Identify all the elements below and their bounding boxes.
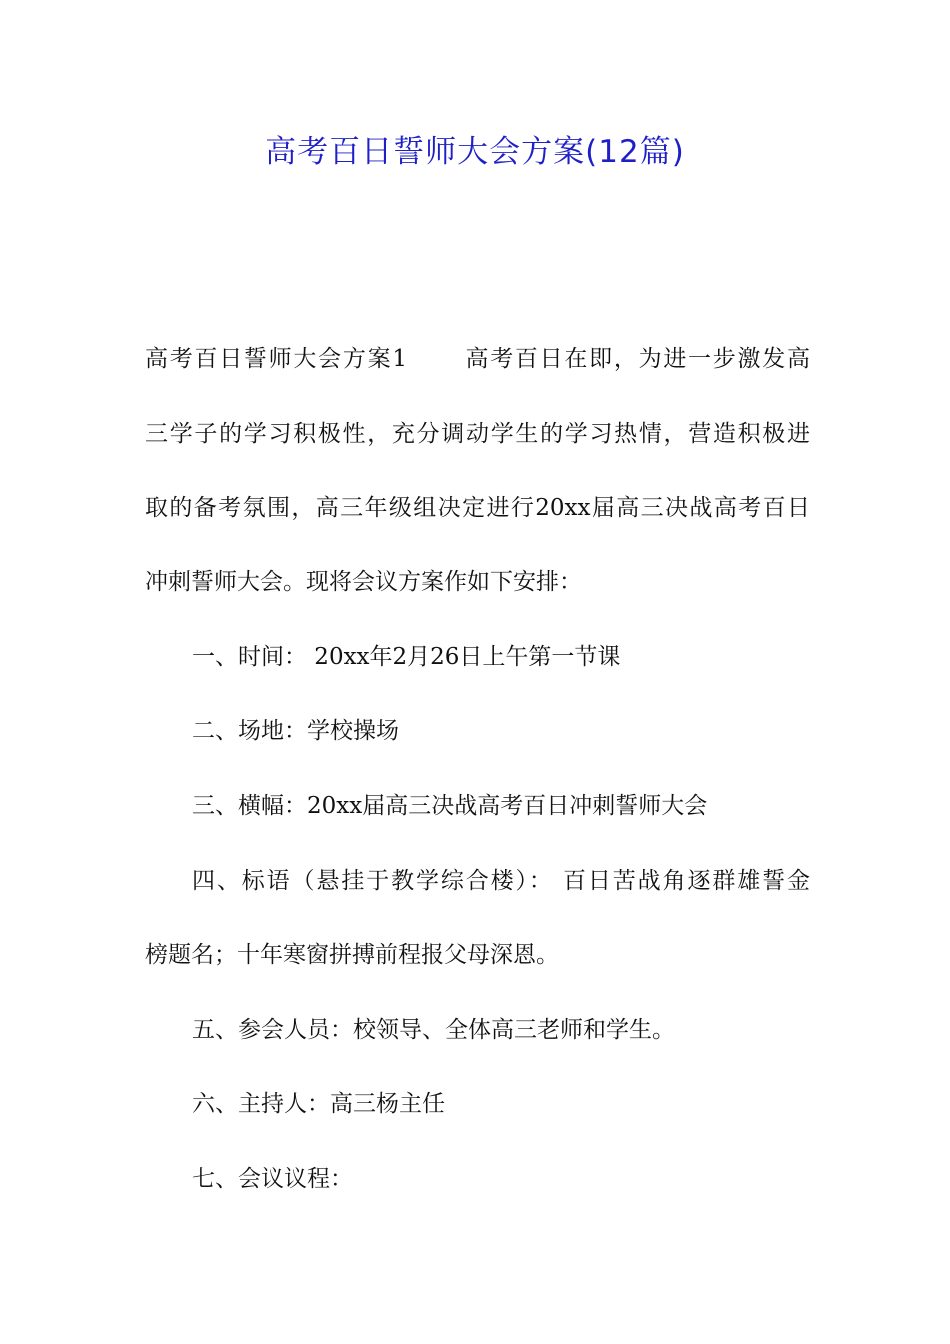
item-banner: 三、横幅：20xx届高三决战高考百日冲刺誓师大会 bbox=[192, 793, 708, 819]
document-title: 高考百日誓师大会方案(12篇) bbox=[265, 134, 685, 170]
paragraph-line-2: 三学子的学习积极性，充分调动学生的学习热情，营造积极进 bbox=[145, 421, 810, 447]
paragraph-line-4: 冲刺誓师大会。现将会议方案作如下安排： bbox=[145, 569, 582, 595]
item-slogan: 四、标语（悬挂于教学综合楼）： 百日苦战角逐群雄誓金 bbox=[192, 868, 810, 894]
item-slogan-continued: 榜题名；十年寒窗拼搏前程报父母深恩。 bbox=[145, 942, 559, 968]
paragraph-line-3: 取的备考氛围，高三年级组决定进行20xx届高三决战高考百日 bbox=[145, 495, 810, 521]
item-attendees: 五、参会人员：校领导、全体高三老师和学生。 bbox=[192, 1017, 675, 1043]
paragraph-line-1: 高考百日誓师大会方案1 高考百日在即，为进一步激发高 bbox=[145, 346, 810, 372]
item-agenda: 七、会议议程： bbox=[192, 1166, 353, 1192]
item-host: 六、主持人：高三杨主任 bbox=[192, 1091, 445, 1117]
item-venue: 二、场地：学校操场 bbox=[192, 718, 399, 744]
item-time: 一、时间： 20xx年2月26日上午第一节课 bbox=[192, 644, 621, 670]
